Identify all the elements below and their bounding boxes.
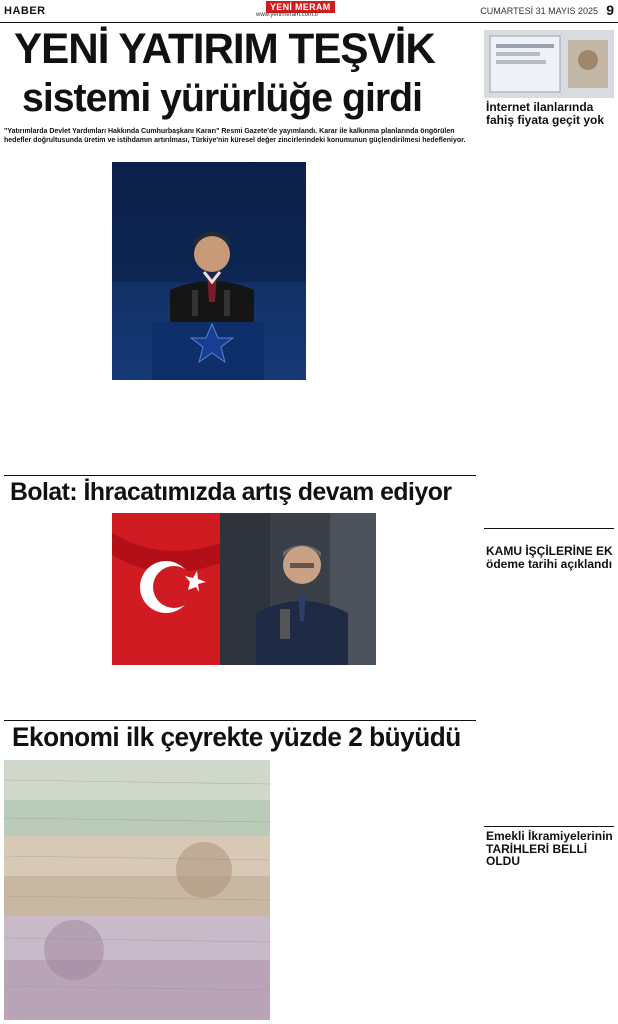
story2-body-col3 — [200, 668, 284, 713]
story2-photo-minister-bolat — [220, 513, 376, 665]
story3-photo-banknotes — [4, 760, 270, 1020]
story1-headline-line1: YENİ YATIRIM TEŞVİK — [14, 25, 435, 73]
page-number: 9 — [606, 2, 614, 18]
divider — [4, 475, 476, 476]
story3-headline: Ekonomi ilk çeyrekte yüzde 2 büyüdü — [12, 722, 461, 752]
section-label: HABER — [4, 5, 46, 17]
story3-body — [276, 760, 476, 1022]
story1-headline-line2: sistemi yürürlüğe girdi — [22, 76, 423, 120]
divider — [4, 720, 476, 721]
divider — [484, 826, 614, 827]
sidebar-story1-body — [486, 128, 614, 524]
sidebar-story2-headline: KAMU İŞÇİLERİNE EK ödeme tarihi açıklandı — [486, 544, 613, 571]
story1-body-col2 — [114, 384, 208, 468]
story1-photo-minister — [112, 162, 306, 380]
story1-body-col4 — [312, 162, 476, 468]
story1-body-col3 — [214, 384, 308, 468]
story2-body-col5 — [382, 513, 476, 713]
sidebar-story3-body — [486, 860, 614, 1020]
story1-body-col1 — [4, 162, 108, 468]
sidebar-photo-internet — [484, 30, 614, 98]
story2-body-col4 — [290, 668, 376, 713]
story2-photo-flag — [112, 513, 220, 665]
sidebar-story2-body — [486, 578, 614, 822]
story2-body-col1 — [4, 513, 106, 713]
sidebar-story3-headline: Emekli İkramiyelerinin TARİHLERİ BELLİ OLDU — [486, 829, 613, 869]
issue-date: CUMARTESİ 31 MAYIS 2025 — [480, 6, 598, 16]
divider — [484, 528, 614, 529]
sidebar-story1-headline: İnternet ilanlarında fahiş fiyata geçit yok — [486, 100, 605, 127]
story2-headline: Bolat: İhracatımızda artış devam ediyor — [10, 478, 452, 506]
newspaper-logo: YENİ MERAM — [266, 1, 335, 13]
newspaper-url: www.yenimeram.com.tr — [256, 12, 319, 18]
story2-body-col2 — [112, 668, 196, 713]
story1-lead: "Yatırımlarda Devlet Yardımları Hakkında Cumhurbaşkanı Kararı" Resmi Gazete'de yayımlandı. Karar ile kalkınma planlarında öngörülen hedefler doğrultusunda üretim ve istihdamın artırılması, Türkiye'nin küresel değer zincirlerindeki konumunun güçlendirilmesi hedefleniyor. — [4, 128, 466, 144]
